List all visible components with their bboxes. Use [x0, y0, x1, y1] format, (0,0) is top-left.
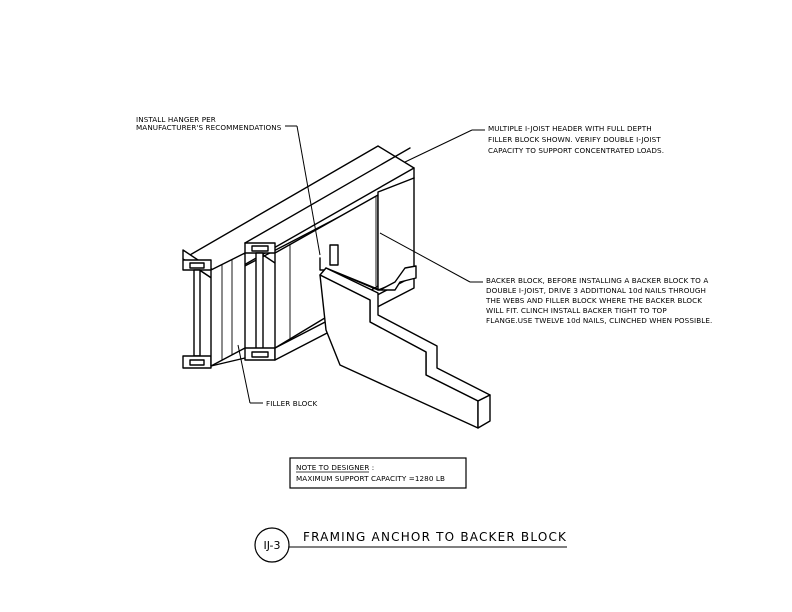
joist-end: [478, 395, 490, 428]
note-hanger-line-2: MANUFACTURER'S RECOMMENDATIONS: [136, 123, 282, 132]
joist-side: [320, 275, 478, 428]
note-backer-line-1: BACKER BLOCK, BEFORE INSTALLING A BACKER BLOCK TO A: [486, 276, 709, 285]
note-backer: [485, 276, 712, 325]
note-header-line-1: MULTIPLE I-JOIST HEADER WITH FULL DEPTH: [488, 124, 652, 133]
note-backer-line-3: THE WEBS AND FILLER BLOCK WHERE THE BACKER BLOCK: [486, 296, 703, 305]
detail-title-text: FRAMING ANCHOR TO BACKER BLOCK: [303, 530, 568, 544]
note-header-line-2: FILLER BLOCK SHOWN. VERIFY DOUBLE I-JOIST: [488, 135, 661, 144]
note-hanger-line-1: INSTALL HANGER PER: [136, 115, 216, 124]
note-backer-line-5: FLANGE.USE TWELVE 10d NAILS, CLINCHED WHEN POSSIBLE.: [486, 316, 713, 325]
filler-block-face: [211, 253, 245, 366]
note-backer-line-2: DOUBLE I-JOIST, DRIVE 3 ADDITIONAL 10d NAILS THROUGH: [486, 286, 706, 295]
note-filler: FILLER BLOCK: [266, 399, 318, 408]
note-backer-line-4: WILL FIT. CLINCH INSTALL BACKER TIGHT TO TOP: [486, 306, 667, 315]
designer-note-heading: NOTE TO DESIGNER :: [296, 463, 375, 472]
note-hanger: [136, 115, 282, 132]
note-header-line-3: CAPACITY TO SUPPORT CONCENTRATED LOADS.: [488, 146, 665, 155]
i-joist-end-left: [183, 260, 211, 368]
note-header: [488, 124, 664, 155]
designer-note-body: MAXIMUM SUPPORT CAPACITY =1280 LB: [296, 474, 446, 483]
designer-note-box: [290, 458, 466, 488]
detail-tag: IJ-3: [263, 539, 281, 552]
detail-title: [255, 528, 567, 562]
